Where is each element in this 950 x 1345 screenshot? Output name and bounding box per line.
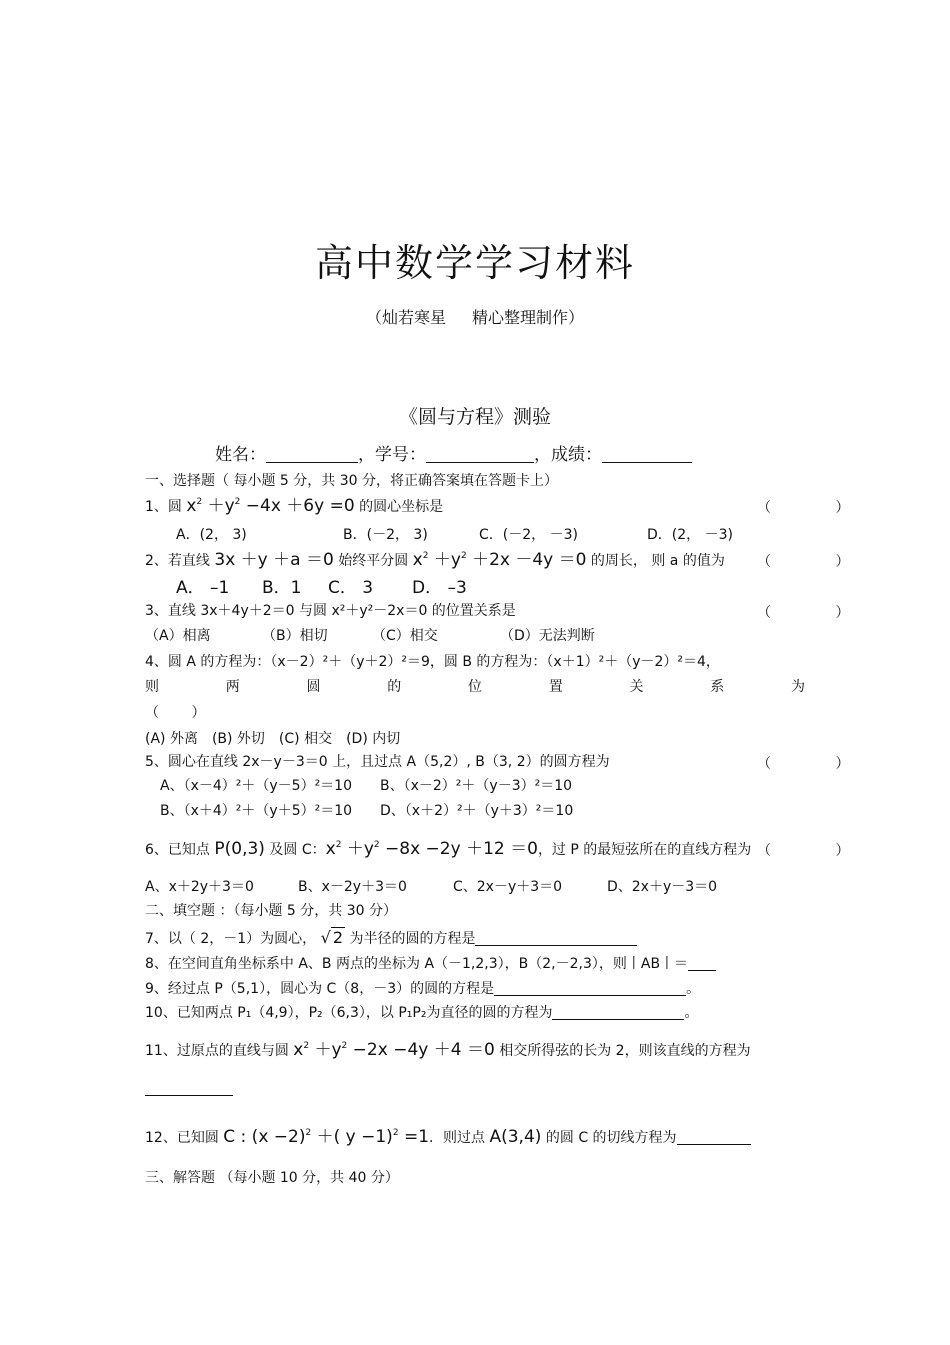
question-4-line-2 (145, 678, 805, 696)
q6-option-c[interactable]: C、2x－y＋3＝0 (453, 879, 563, 895)
q4-word: 系 (710, 679, 725, 695)
q4-word: 为 (791, 679, 805, 695)
name-blank[interactable] (266, 448, 358, 463)
q12-point: A(3,4) (489, 1127, 542, 1147)
question-4-line-1: 4、圆 A 的方程为：（x－2）²＋（y＋2）²＝9，圆 B 的方程为：（x＋1）²＋（y－2）²＝4， (145, 654, 720, 670)
question-1 (145, 497, 443, 516)
q1-option-d[interactable]: D．(2， －3) (647, 527, 733, 543)
sqrt-symbol: √ 2 (320, 928, 344, 947)
question-5: 5、圆心在直线 2x－y－3＝0 上，且过点 A（5,2）, B（3, 2）的圆方程为 (145, 754, 610, 770)
question-11 (145, 1041, 751, 1060)
q4-options[interactable]: (A) 外离 (B) 外切 (C) 相交 (D) 内切 (145, 731, 401, 747)
q2-circle-equation: $x^2 +y^2 +2x -4y =0$ (412, 550, 587, 570)
section-1-heading: 一、选择题（ 每小题 5 分，共 30 分，将正确答案填在答题卡上） (145, 473, 558, 489)
question-12 (145, 1128, 751, 1147)
q4-word: 圆 (306, 679, 321, 695)
q5-answer-parens[interactable]: （ ） (757, 756, 880, 772)
question-3: 3、直线 3x＋4y＋2＝0 与圆 x²＋y²－2x＝0 的位置关系是 (145, 603, 516, 619)
q10-text: 10、已知两点 P₁（4,9），P₂（6,3），以 P₁P₂为直径的圆的方程为 (145, 1005, 553, 1021)
q12-answer-blank[interactable] (677, 1130, 751, 1145)
score-label: ，成绩： (534, 445, 602, 465)
q12-text-b: ．则过点 (429, 1130, 486, 1146)
q4-word: 两 (225, 679, 240, 695)
q11-circle-equation: $x^2 +y^2 -2x -4y +4 =0$ (293, 1040, 495, 1060)
q1-answer-parens[interactable]: （ ） (757, 500, 880, 516)
q3-option-b[interactable]: （B）相切 (262, 628, 328, 644)
q11-answer-blank[interactable] (145, 1081, 233, 1096)
q8-text: 8、在空间直角坐标系中 A、B 两点的坐标为 A（－1,2,3），B（2,－2,3），则丨AB丨＝ (145, 956, 689, 972)
question-10 (145, 1004, 698, 1022)
q12-text-c: 的圆 C 的切线方程为 (545, 1130, 677, 1146)
student-id-blank[interactable] (426, 448, 534, 463)
q6-circle-equation: $x^2 +y^2 -8x -2y +12 =0$ (325, 839, 538, 859)
q4-word: 则 (145, 679, 159, 695)
q4-word: 位 (468, 679, 482, 695)
q6-option-a[interactable]: A、x＋2y＋3＝0 (145, 879, 254, 895)
q12-text-a: 12、已知圆 (145, 1130, 219, 1146)
q9-answer-blank[interactable] (494, 981, 686, 996)
q1-number: 1、圆 (145, 499, 182, 515)
exam-title: 《圆与方程》测验 (398, 406, 551, 428)
score-blank[interactable] (602, 448, 692, 463)
section-3-heading: 三、解答题 （每小题 10 分，共 40 分） (145, 1170, 399, 1186)
q2-option-b[interactable]: B．1 (262, 578, 302, 598)
q1-option-b[interactable]: B．(－2， 3) (343, 527, 428, 543)
q9-end: 。 (686, 981, 701, 997)
q1-equation: $x^2 +y^2 -4x +6y =0$ (186, 496, 355, 516)
q1-text: 的圆心坐标是 (359, 499, 444, 515)
q12-circle-equation: C : $(x -2)^2$ ＋( y −1)$^2$ =1 (223, 1127, 430, 1147)
q6-text: ，过 P 的最短弦所在的直线方程为 (537, 842, 752, 858)
q2-option-d[interactable]: D． –3 (412, 578, 467, 598)
q2-option-a[interactable]: A． –1 (176, 578, 230, 598)
q2-text-mid: 始终平分圆 (338, 553, 409, 569)
question-2 (145, 551, 725, 570)
subtitle-part-a: （灿若寒星 (365, 308, 446, 327)
subtitle-part-b: 精心整理制作） (472, 308, 585, 327)
q5-options-row-1[interactable]: A、（x－4）²＋（y－5）²＝10 B、（x－2）²＋（y－3）²＝10 (160, 778, 573, 794)
q4-word: 关 (629, 679, 644, 695)
q11-text-b: 相交所得弦的长为 2，则该直线的方程为 (499, 1043, 751, 1059)
q5-options-row-2[interactable]: B、（x＋4）²＋（y＋5）²＝10 D、（x＋2）²＋（y＋3）²＝10 (160, 803, 574, 819)
student-info-line (215, 446, 692, 464)
section-2-heading: 二、填空题 ：（每小题 5 分，共 30 分） (145, 903, 397, 919)
q9-text: 9、经过点 P（5,1），圆心为 C（8，－3）的圆的方程是 (145, 981, 495, 997)
q11-answer-line[interactable] (145, 1080, 233, 1098)
q2-option-c[interactable]: C． 3 (328, 578, 374, 598)
q4-word: 置 (548, 679, 563, 695)
q3-option-c[interactable]: （C）相交 (372, 628, 438, 644)
question-6 (145, 840, 751, 859)
q6-number: 6、已知点 (145, 842, 210, 858)
q7-answer-blank[interactable] (475, 931, 637, 946)
q11-text-a: 11、过原点的直线与圆 (145, 1043, 289, 1059)
question-8 (145, 955, 716, 973)
q6-option-b[interactable]: B、x－2y＋3＝0 (298, 879, 407, 895)
q2-number: 2、若直线 (145, 553, 210, 569)
q3-answer-parens[interactable]: （ ） (757, 605, 880, 621)
q1-option-a[interactable]: A．(2， 3) (176, 527, 247, 543)
q7-text-a: 7、以（ 2，－1）为圆心， (145, 931, 317, 947)
q3-option-d[interactable]: （D）无法判断 (500, 628, 595, 644)
q2-text: 的周长， 则 a 的值为 (590, 553, 725, 569)
q6-option-d[interactable]: D、2x＋y－3＝0 (607, 879, 718, 895)
q10-answer-blank[interactable] (552, 1005, 684, 1020)
document-title: 高中数学学习材料 (314, 241, 635, 285)
q4-answer-parens[interactable]: （ ） (145, 705, 220, 721)
q6-text-mid: 及圆 C： (269, 842, 326, 858)
q1-option-c[interactable]: C．(－2， －3) (479, 527, 578, 543)
student-id-label: ，学号： (358, 445, 426, 465)
document-subtitle (0, 305, 950, 328)
q8-answer-blank[interactable] (688, 956, 716, 971)
q6-point: P(0,3) (214, 839, 265, 859)
question-7 (145, 929, 637, 948)
q7-text-b: 为半径的圆的方程是 (349, 931, 476, 947)
q2-line-equation: 3x ＋y ＋a ＝0 (214, 550, 334, 570)
q3-option-a[interactable]: （A）相离 (145, 628, 211, 644)
q4-word: 的 (387, 679, 402, 695)
q6-answer-parens[interactable]: （ ） (757, 843, 880, 859)
question-9 (145, 980, 700, 998)
name-label: 姓名： (215, 445, 266, 465)
q10-end: 。 (684, 1005, 699, 1021)
q2-answer-parens[interactable]: （ ） (757, 554, 880, 570)
